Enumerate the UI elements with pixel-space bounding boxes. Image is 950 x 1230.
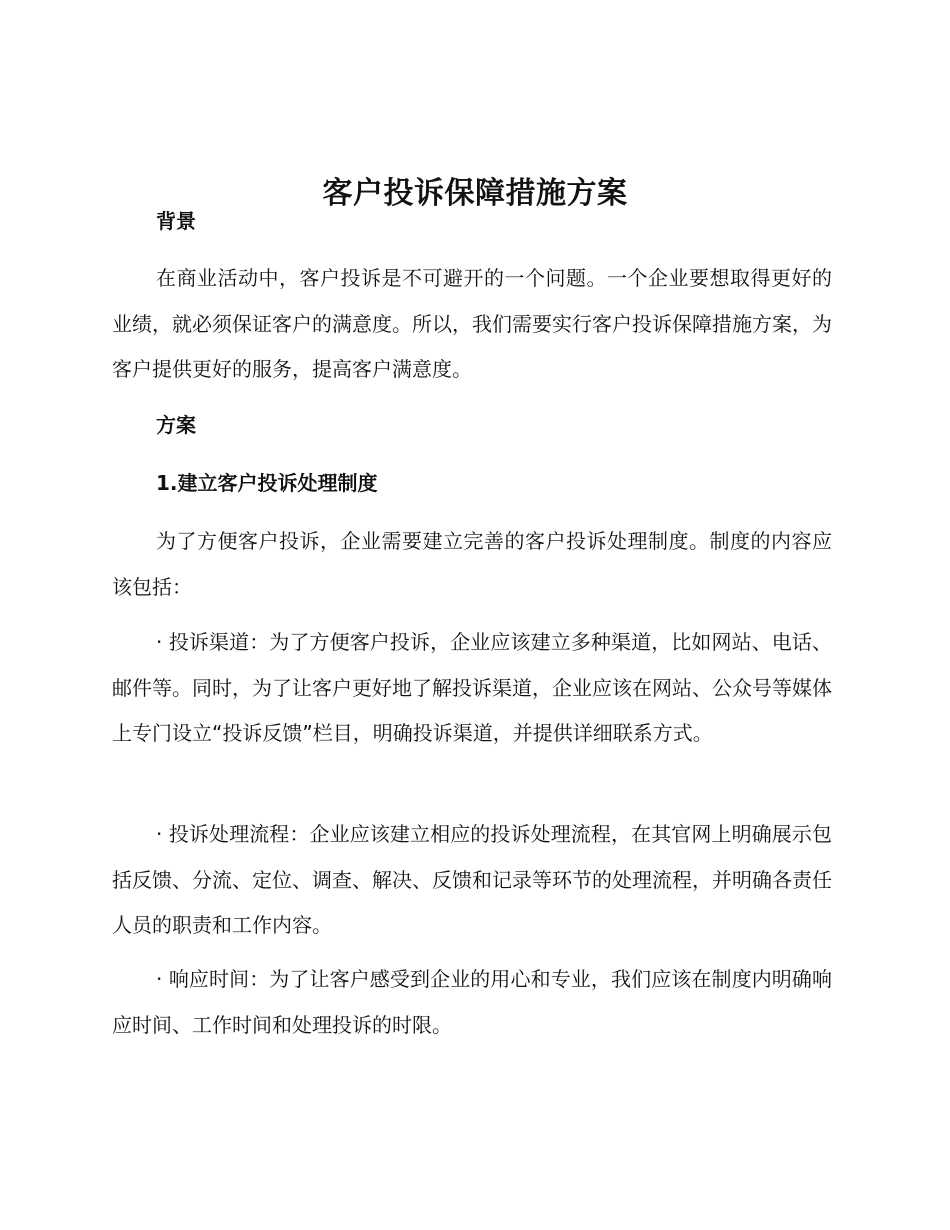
bullet-complaint-process: · 投诉处理流程：企业应该建立相应的投诉处理流程，在其官网上明确展示包括反馈、分流、定位、调查、解决、反馈和记录等环节的处理流程，并明确各责任人员的职责和工作内容。	[112, 822, 832, 937]
page-title: 客户投诉保障措施方案	[322, 176, 628, 212]
bullet-response-time: · 响应时间：为了让客户感受到企业的用心和专业，我们应该在制度内明确响应时间、工作时间和处理投诉的时限。	[112, 967, 832, 1037]
section-heading-background: 背景	[156, 209, 196, 233]
paragraph-system-intro: 为了方便客户投诉，企业需要建立完善的客户投诉处理制度。制度的内容应该包括：	[112, 529, 832, 599]
bullet-complaint-channels: · 投诉渠道：为了方便客户投诉，企业应该建立多种渠道，比如网站、电话、邮件等。同时，为了让客户更好地了解投诉渠道，企业应该在网站、公众号等媒体上专门设立“投诉反馈”栏目，明确投诉渠道，并提供详细联系方式。	[112, 630, 832, 745]
section-heading-plan: 方案	[156, 413, 196, 437]
subheading-complaint-system: 1.建立客户投诉处理制度	[156, 471, 378, 495]
paragraph-background: 在商业活动中，客户投诉是不可避开的一个问题。一个企业要想取得更好的业绩，就必须保证客户的满意度。所以，我们需要实行客户投诉保障措施方案，为客户提供更好的服务，提高客户满意度。	[112, 266, 832, 381]
